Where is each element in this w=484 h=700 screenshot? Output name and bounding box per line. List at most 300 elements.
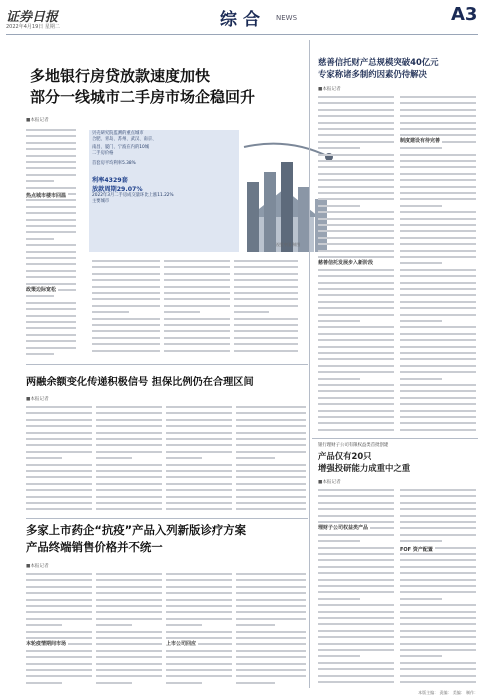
text-line: [400, 211, 476, 213]
right-top-headline-line1: 慈善信托财产总规模突破40亿元: [318, 57, 439, 67]
right-mid-byline: ■本报记者: [318, 480, 341, 485]
text-line: [318, 301, 394, 303]
text-line: [318, 173, 394, 175]
text-line: [318, 585, 394, 587]
right-mid-headline-line1: 产品仅有20只: [318, 451, 372, 461]
text-line: [318, 109, 394, 111]
page-number: A3: [451, 4, 478, 25]
text-line: [318, 416, 394, 418]
text-line: [96, 451, 162, 453]
text-line: [318, 166, 394, 168]
text-line: [166, 624, 202, 626]
right-top-headline: [318, 56, 478, 80]
text-line: [400, 429, 476, 431]
text-line: [96, 663, 162, 665]
text-line: [234, 286, 298, 288]
text-line: [96, 656, 162, 658]
text-line: [318, 134, 394, 136]
text-line: [234, 292, 298, 294]
text-line: [164, 324, 230, 326]
text-line: [400, 617, 476, 619]
text-line: [234, 343, 298, 345]
text-line: [318, 326, 394, 328]
text-line: [236, 406, 306, 408]
text-line: [236, 483, 306, 485]
text-line: [96, 444, 162, 446]
text-line: [400, 256, 476, 258]
text-line: [236, 611, 306, 613]
text-line: [236, 464, 306, 466]
text-line: [318, 269, 394, 271]
text-line: [318, 314, 394, 316]
text-line: [400, 166, 476, 168]
text-line: [166, 592, 232, 594]
text-line: [26, 263, 76, 265]
text-line: [400, 122, 476, 124]
text-line: [26, 573, 92, 575]
text-line: [400, 566, 476, 568]
info-line-4: 二手房价格: [92, 151, 114, 156]
text-line: [400, 572, 476, 574]
text-line: [318, 294, 394, 296]
text-line: [26, 347, 76, 349]
text-line: [318, 655, 360, 657]
text-line: [96, 675, 162, 677]
text-line: [400, 282, 476, 284]
text-line: [26, 180, 54, 182]
text-line: [164, 273, 230, 275]
text-line: [166, 682, 202, 684]
middle-col-4: [236, 404, 306, 514]
text-line: [26, 148, 76, 150]
text-line: [400, 559, 476, 561]
text-line: [318, 147, 360, 149]
text-line: [400, 147, 442, 149]
section-title: 综合: [220, 10, 266, 30]
text-line: [164, 286, 230, 288]
text-line: [318, 534, 394, 536]
bottom-subhead-2: 本轮疫情期间市场: [26, 641, 67, 647]
text-line: [166, 599, 232, 601]
text-line: [400, 416, 476, 418]
text-line: [96, 579, 162, 581]
text-line: [166, 669, 232, 671]
text-line: [318, 675, 394, 677]
text-line: [92, 273, 160, 275]
text-line: [318, 508, 394, 510]
text-line: [92, 330, 160, 332]
bottom-headline: [26, 522, 308, 556]
newspaper-logo: 证券日报: [6, 10, 59, 25]
text-line: [236, 605, 306, 607]
right-top-col-2: [400, 94, 476, 434]
text-line: [400, 378, 442, 380]
text-line: [318, 521, 394, 523]
text-line: [96, 631, 162, 633]
section-divider-3: [312, 438, 478, 439]
text-line: [318, 559, 394, 561]
text-line: [234, 266, 298, 268]
text-line: [400, 527, 476, 529]
text-line: [236, 451, 306, 453]
text-line: [318, 352, 394, 354]
text-line: [236, 663, 306, 665]
text-line: [164, 311, 200, 313]
text-line: [318, 668, 394, 670]
text-line: [318, 256, 394, 258]
text-line: [400, 230, 476, 232]
text-line: [318, 410, 394, 412]
text-line: [26, 432, 92, 434]
text-line: [26, 406, 92, 408]
text-line: [234, 305, 298, 307]
text-line: [400, 250, 476, 252]
text-line: [400, 358, 476, 360]
text-line: [400, 422, 476, 424]
text-line: [96, 476, 162, 478]
text-line: [26, 669, 92, 671]
text-line: [234, 337, 298, 339]
middle-col-3: [166, 404, 232, 514]
middle-headline: 两融余额变化传递积极信号 担保比例仍在合理区间: [26, 377, 254, 388]
text-line: [26, 637, 92, 639]
lead-subhead-2: 政策边际宽松: [26, 287, 57, 293]
text-line: [400, 397, 476, 399]
bottom-headline-line2: 产品终端销售价格并不统一: [26, 540, 163, 554]
text-line: [166, 637, 232, 639]
text-line: [92, 286, 160, 288]
text-line: [318, 643, 394, 645]
text-line: [92, 279, 160, 281]
text-line: [26, 605, 92, 607]
text-line: [164, 343, 230, 345]
text-line: [236, 419, 306, 421]
text-line: [92, 318, 160, 320]
text-line: [164, 337, 230, 339]
text-line: [400, 611, 476, 613]
lead-headline: [30, 66, 255, 108]
text-line: [164, 298, 230, 300]
text-line: [400, 205, 442, 207]
text-line: [234, 298, 298, 300]
text-line: [96, 470, 162, 472]
bottom-col-4: [236, 571, 306, 687]
text-line: [236, 573, 306, 575]
text-line: [166, 438, 232, 440]
bottom-col-2: [96, 571, 162, 687]
text-line: [236, 618, 306, 620]
text-line: [234, 318, 298, 320]
text-line: [318, 429, 394, 431]
text-line: [26, 611, 92, 613]
text-line: [166, 502, 232, 504]
text-line: [26, 483, 92, 485]
text-line: [164, 279, 230, 281]
text-line: [96, 624, 132, 626]
text-line: [318, 339, 394, 341]
middle-col-1: [26, 404, 92, 514]
text-line: [400, 371, 476, 373]
text-line: [26, 206, 76, 208]
text-line: [96, 502, 162, 504]
text-line: [164, 292, 230, 294]
text-line: [318, 636, 394, 638]
text-line: [236, 438, 306, 440]
text-line: [400, 515, 476, 517]
text-line: [26, 476, 92, 478]
text-line: [400, 585, 476, 587]
text-line: [234, 324, 298, 326]
masthead: [6, 4, 478, 35]
text-line: [318, 623, 394, 625]
text-line: [26, 444, 92, 446]
text-line: [166, 470, 232, 472]
text-line: [96, 457, 132, 459]
text-line: [92, 337, 160, 339]
info-line-7: 2022年3月二手房成交量环比上涨11.22%: [92, 193, 174, 198]
text-line: [26, 340, 76, 342]
issue-date: 2022年4月19日 星期二: [6, 24, 60, 30]
text-line: [318, 611, 394, 613]
text-line: [400, 262, 442, 264]
bottom-headline-line1: 多家上市药企“抗疫”产品入列新版诊疗方案: [26, 523, 247, 537]
text-line: [26, 270, 76, 272]
text-line: [236, 444, 306, 446]
text-line: [318, 604, 394, 606]
text-line: [26, 412, 92, 414]
info-line-3: 南昌、厦门、宁波在内的10城: [92, 145, 150, 150]
right-mid-subhead-2: FOF 资产配置: [400, 547, 433, 553]
text-line: [92, 292, 160, 294]
text-line: [400, 365, 476, 367]
text-line: [166, 419, 232, 421]
text-line: [318, 128, 394, 130]
graphic-credit: 视觉中国 制图: [276, 242, 300, 247]
text-line: [318, 403, 394, 405]
page-footer: 本版主编： 责编： 美编： 制作：: [418, 690, 478, 695]
text-line: [96, 573, 162, 575]
text-line: [234, 273, 298, 275]
text-line: [26, 219, 76, 221]
info-line-10: 主要城市: [92, 199, 110, 204]
text-line: [318, 681, 394, 683]
info-line-9: 利率4329套: [92, 177, 128, 184]
text-line: [400, 675, 476, 677]
text-line: [400, 179, 476, 181]
text-line: [318, 320, 360, 322]
text-line: [236, 489, 306, 491]
text-line: [26, 656, 92, 658]
info-line-1: 贝壳研究院监测的重点城市: [92, 131, 144, 136]
text-line: [318, 250, 394, 252]
text-line: [236, 579, 306, 581]
text-line: [166, 508, 232, 510]
text-line: [26, 334, 76, 336]
text-line: [164, 260, 230, 262]
text-line: [96, 669, 162, 671]
text-line: [318, 237, 394, 239]
text-line: [26, 353, 54, 355]
lead-col-3: [164, 258, 230, 358]
text-line: [26, 142, 76, 144]
text-line: [166, 451, 232, 453]
text-line: [26, 650, 92, 652]
right-top-byline: ■本报记者: [318, 87, 341, 92]
text-line: [236, 675, 306, 677]
text-line: [318, 390, 394, 392]
text-line: [166, 675, 232, 677]
text-line: [400, 521, 476, 523]
text-line: [26, 457, 62, 459]
text-line: [166, 476, 232, 478]
right-mid-subhead-1: 理财子公司权益类产品: [318, 525, 369, 531]
text-line: [236, 599, 306, 601]
text-line: [318, 540, 360, 542]
info-line-5: 首套房平均利率5.38%: [92, 161, 136, 166]
text-line: [26, 682, 62, 684]
text-line: [26, 238, 54, 240]
text-line: [236, 682, 275, 684]
text-line: [92, 266, 160, 268]
text-line: [400, 403, 476, 405]
text-line: [400, 333, 476, 335]
text-line: [400, 243, 476, 245]
text-line: [318, 102, 394, 104]
text-line: [400, 301, 476, 303]
text-line: [400, 326, 476, 328]
text-line: [26, 489, 92, 491]
text-line: [26, 231, 76, 233]
text-line: [400, 218, 476, 220]
text-line: [400, 643, 476, 645]
text-line: [318, 160, 394, 162]
text-line: [400, 623, 476, 625]
text-line: [400, 502, 476, 504]
text-line: [400, 237, 476, 239]
text-line: [318, 211, 394, 213]
text-line: [26, 438, 92, 440]
lead-col-4: [234, 258, 298, 358]
text-line: [318, 358, 394, 360]
text-line: [236, 476, 306, 478]
text-line: [96, 586, 162, 588]
text-line: [96, 432, 162, 434]
text-line: [400, 604, 476, 606]
lead-col-1: [26, 127, 76, 360]
text-line: [236, 624, 275, 626]
text-line: [26, 257, 76, 259]
text-line: [26, 470, 92, 472]
text-line: [318, 218, 394, 220]
text-line: [96, 419, 162, 421]
text-line: [26, 618, 92, 620]
text-line: [234, 330, 298, 332]
text-line: [400, 102, 476, 104]
text-line: [400, 192, 476, 194]
text-line: [400, 598, 442, 600]
text-line: [96, 650, 162, 652]
text-line: [236, 412, 306, 414]
text-line: [96, 605, 162, 607]
right-top-col-1: [318, 94, 394, 434]
text-line: [92, 298, 160, 300]
text-line: [236, 592, 306, 594]
text-line: [318, 122, 394, 124]
text-line: [318, 579, 394, 581]
text-line: [236, 432, 306, 434]
text-line: [166, 425, 232, 427]
text-line: [318, 378, 360, 380]
text-line: [26, 276, 76, 278]
text-line: [400, 495, 476, 497]
text-line: [318, 115, 394, 117]
text-line: [318, 495, 394, 497]
text-line: [318, 154, 394, 156]
text-line: [26, 599, 92, 601]
text-line: [164, 318, 230, 320]
text-line: [400, 346, 476, 348]
text-line: [26, 302, 76, 304]
text-line: [400, 649, 476, 651]
text-line: [400, 534, 476, 536]
text-line: [318, 179, 394, 181]
text-line: [236, 643, 306, 645]
text-line: [400, 668, 476, 670]
text-line: [26, 155, 76, 157]
text-line: [26, 592, 92, 594]
text-line: [92, 311, 129, 313]
text-line: [318, 397, 394, 399]
text-line: [318, 384, 394, 386]
text-line: [26, 321, 76, 323]
text-line: [318, 141, 394, 143]
text-line: [236, 586, 306, 588]
text-line: [92, 324, 160, 326]
text-line: [318, 230, 394, 232]
text-line: [26, 579, 92, 581]
lead-byline: ■本报记者: [26, 118, 49, 123]
right-mid-headline: [318, 450, 478, 474]
text-line: [318, 566, 394, 568]
text-line: [400, 591, 476, 593]
middle-byline: ■本报记者: [26, 397, 49, 402]
text-line: [26, 167, 76, 169]
text-line: [96, 611, 162, 613]
text-line: [164, 350, 230, 352]
text-line: [318, 275, 394, 277]
text-line: [96, 599, 162, 601]
text-line: [318, 96, 394, 98]
text-line: [26, 295, 54, 297]
text-line: [92, 260, 160, 262]
text-line: [236, 502, 306, 504]
column-divider: [309, 40, 310, 688]
text-line: [318, 598, 360, 600]
text-line: [400, 224, 476, 226]
text-line: [236, 650, 306, 652]
text-line: [166, 656, 232, 658]
bottom-col-1: [26, 571, 92, 687]
text-line: [400, 339, 476, 341]
text-line: [26, 161, 76, 163]
text-line: [318, 630, 394, 632]
text-line: [96, 489, 162, 491]
text-line: [166, 650, 232, 652]
text-line: [92, 350, 160, 352]
text-line: [26, 212, 76, 214]
text-line: [400, 109, 476, 111]
text-line: [26, 496, 92, 498]
